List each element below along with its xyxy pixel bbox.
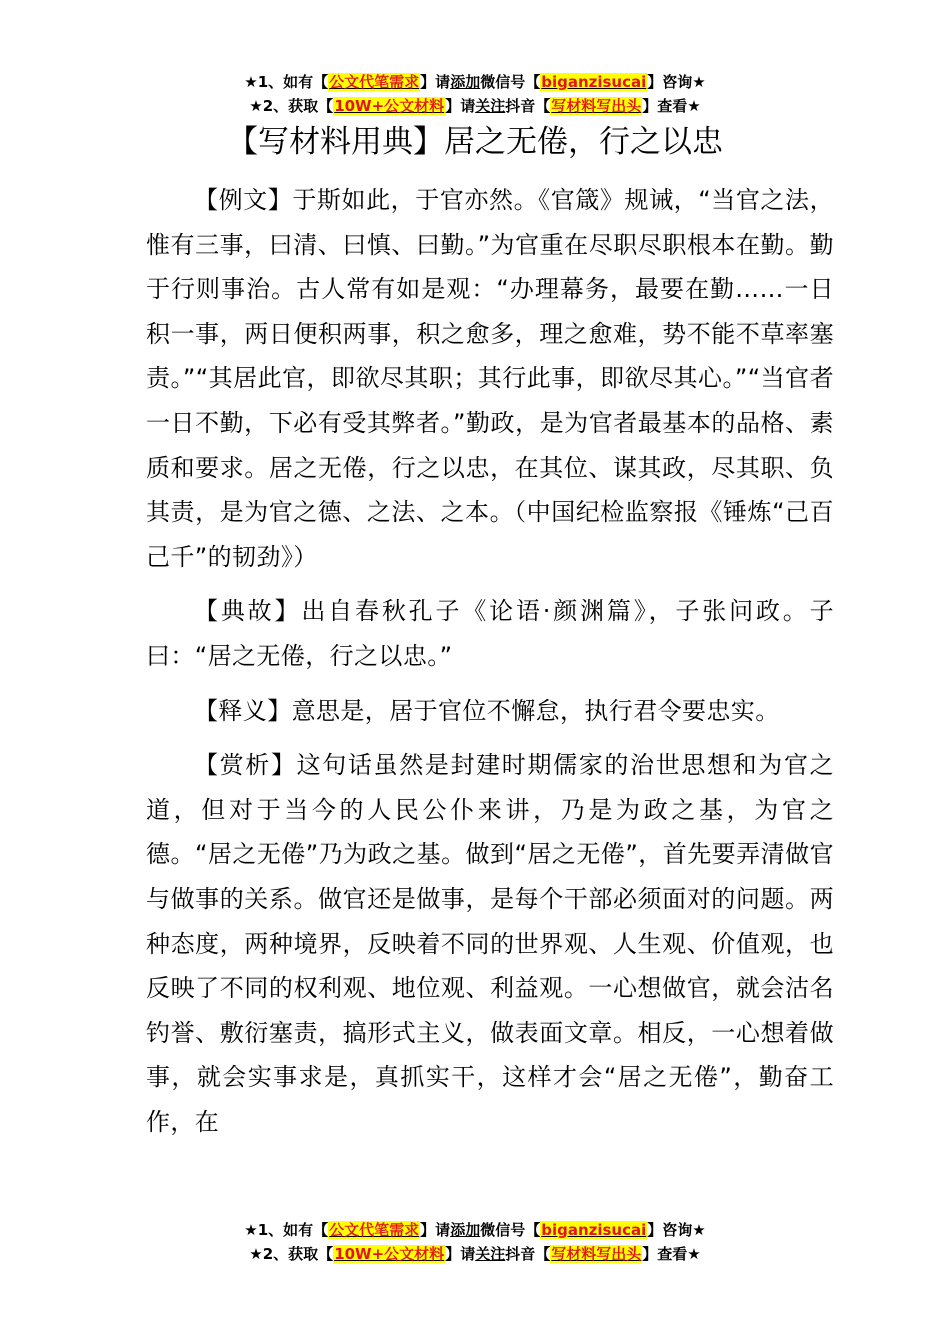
document-body bbox=[146, 178, 834, 1154]
page-title: 【写材料用典】居之无倦，行之以忠 bbox=[227, 124, 723, 160]
footer-line-2: ★2、获取【10W+公文材料】请关注抖音【写材料写出头】查看★ bbox=[249, 1245, 701, 1263]
footer-highlight-materials: 10W+公文材料 bbox=[334, 1245, 445, 1263]
paragraph-allusion: 【典故】出自春秋孔子《论语·颜渊篇》，子张问政。子曰：“居之无倦，行之以忠。” bbox=[146, 597, 834, 670]
footer-highlight-douyin: 写材料写出头 bbox=[551, 1245, 642, 1263]
banner-line-2: ★2、获取【10W+公文材料】请关注抖音【写材料写出头】查看★ bbox=[249, 97, 701, 115]
highlight-materials: 10W+公文材料 bbox=[334, 97, 445, 115]
footer-banner bbox=[0, 1218, 950, 1266]
paragraph-example: 【例文】于斯如此，于官亦然。《官箴》规诫，“当官之法，惟有三事，曰清、曰慎、曰勤。”为官重在尽职尽职根本在勤。勤于行则事治。古人常有如是观：“办理幕务，最要在勤……一日积一事，两日便积两事，积之愈多，理之愈难，势不能不草率塞责。”“其居此官，即欲尽其职；其行此事，即欲尽其心。”“当官者一日不勤，下必有受其弊者。”勤政，是为官者最基本的品格、素质和要求。居之无倦，行之以忠，在其位、谋其政，尽其职、负其责，是为官之德、之法、之本。（中国纪检监察报《锤炼“己百己千”的韧劲》） bbox=[146, 186, 834, 571]
paragraph-appreciation: 【赏析】这句话虽然是封建时期儒家的治世思想和为官之道，但对于当今的人民公仆来讲，乃是为政之基，为官之德。“居之无倦”乃为政之基。做到“居之无倦”，首先要弄清做官与做事的关系。做官还是做事，是每个干部必须面对的问题。两种态度，两种境界，反映着不同的世界观、人生观、价值观，也反映了不同的权利观、地位观、利益观。一心想做官，就会沽名钓誉、敷衍塞责，搞形式主义，做表面文章。相反，一心想着做事，就会实事求是，真抓实干，这样才会“居之无倦”，勤奋工作，在 bbox=[146, 751, 834, 1136]
highlight-service: 公文代笔需求 bbox=[329, 73, 420, 91]
header-banner bbox=[0, 70, 950, 118]
highlight-douyin: 写材料写出头 bbox=[551, 97, 642, 115]
banner-line-1: ★1、如有【公文代笔需求】请添加微信号【biganzisucai】咨询★ bbox=[244, 73, 706, 91]
highlight-wechat-id: biganzisucai bbox=[541, 73, 647, 91]
paragraph-meaning: 【释义】意思是，居于官位不懈怠，执行君令要忠实。 bbox=[194, 696, 780, 725]
footer-line-1: ★1、如有【公文代笔需求】请添加微信号【biganzisucai】咨询★ bbox=[244, 1221, 706, 1239]
footer-highlight-wechat-id: biganzisucai bbox=[541, 1221, 647, 1239]
footer-highlight-service: 公文代笔需求 bbox=[329, 1221, 420, 1239]
